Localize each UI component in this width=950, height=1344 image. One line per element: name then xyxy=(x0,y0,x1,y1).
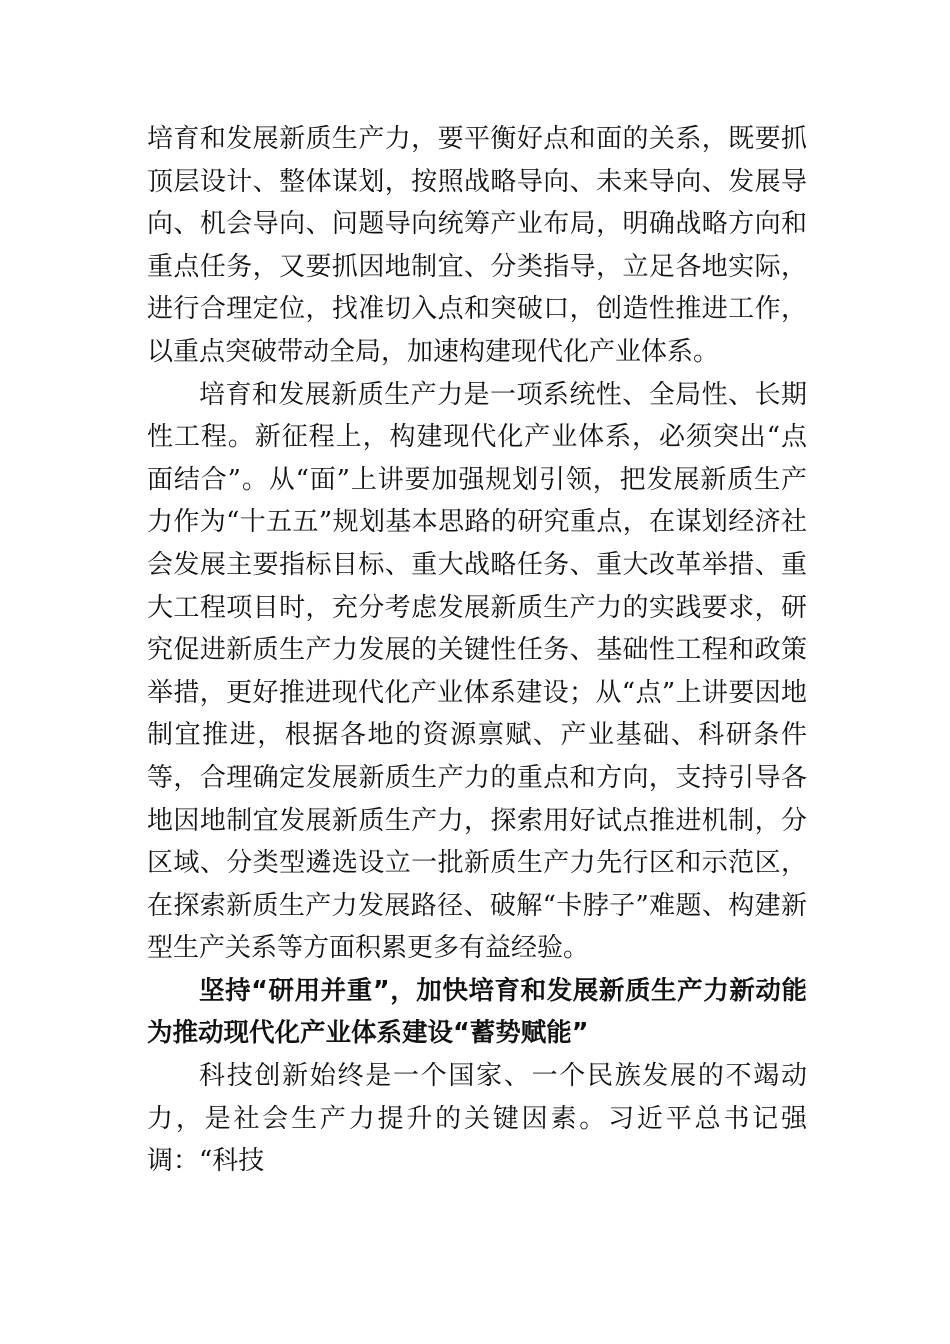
paragraph-3: 科技创新始终是一个国家、一个民族发展的不竭动力，是社会生产力提升的关键因素。习近平总书记强调：“科技 xyxy=(147,1061,807,1177)
paragraph-2: 培育和发展新质生产力是一项系统性、全局性、长期性工程。新征程上，构建现代化产业体系，必须突出“点面结合”。从“面”上讲要加强规划引领，把发展新质生产力作为“十五五”规划基本思路的研究重点，在谋划经济社会发展主要指标目标、重大战略任务、重大改革举措、重大工程项目时，充分考虑发展新质生产力的实践要求，研究促进新质生产力发展的关键性任务、基础性工程和政策举措，更好推进现代化产业体系建设；从“点”上讲要因地制宜推进，根据各地的资源禀赋、产业基础、科研条件等，合理确定发展新质生产力的重点和方向，支持引导各地因地制宜发展新质生产力，探索用好试点推进机制，分区域、分类型遴选设立一批新质生产力先行区和示范区，在探索新质生产力发展路径、破解“卡脖子”难题、构建新型生产关系等方面积累更多有益经验。 xyxy=(147,379,807,964)
section-heading: 坚持“研用并重”，加快培育和发展新质生产力新动能为推动现代化产业体系建设“蓄势赋能” xyxy=(147,975,807,1049)
paragraph-1: 培育和发展新质生产力，要平衡好点和面的关系，既要抓顶层设计、整体谋划，按照战略导向、未来导向、发展导向、机会导向、问题导向统筹产业布局，明确战略方向和重点任务，又要抓因地制宜、分类指导，立足各地实际，进行合理定位，找准切入点和突破口，创造性推进工作，以重点突破带动全局，加速构建现代化产业体系。 xyxy=(147,124,807,367)
document-page xyxy=(147,118,807,1183)
